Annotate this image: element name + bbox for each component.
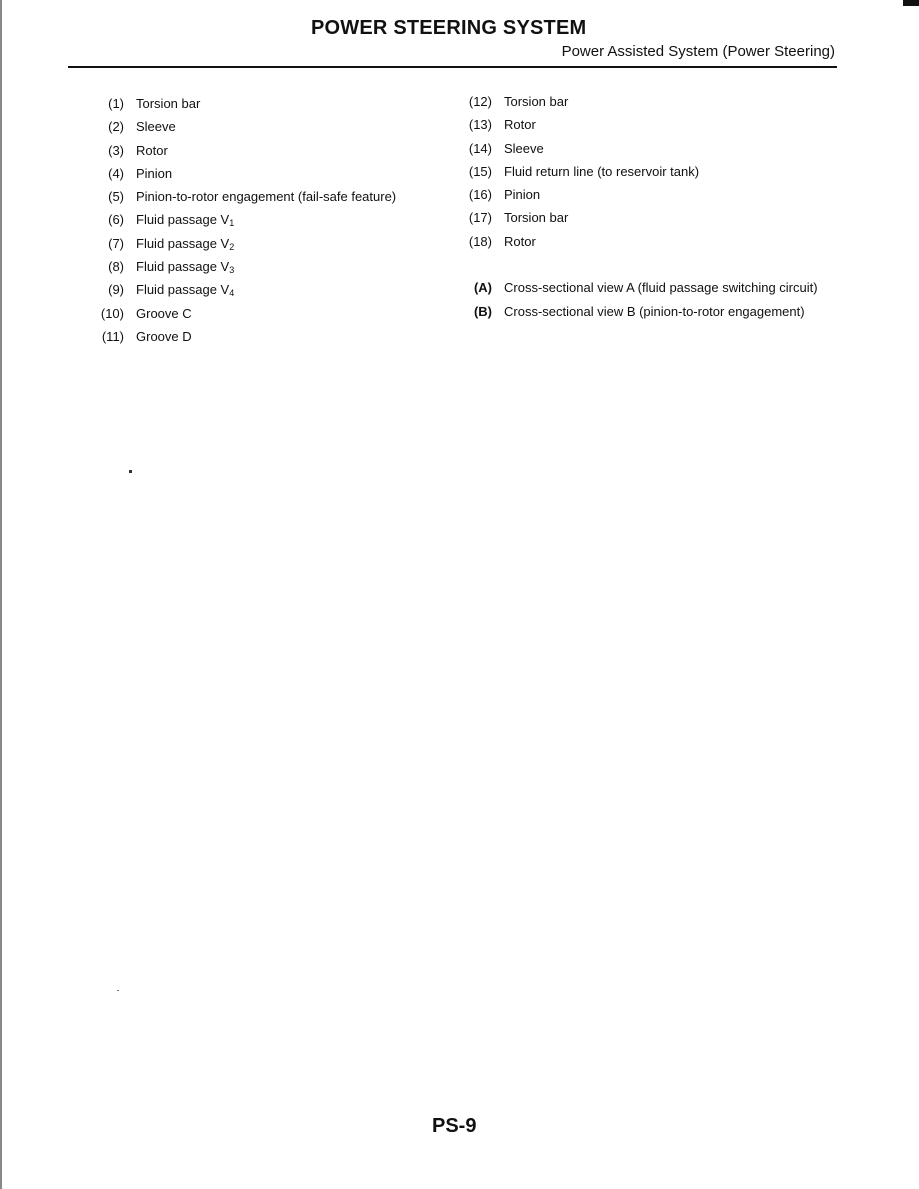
legend-label (136, 208, 234, 231)
legend-label: Torsion bar (136, 96, 201, 111)
legend-label (136, 255, 234, 278)
legend-number: (6) (108, 212, 124, 228)
legend-label-text: Fluid passage V (136, 235, 230, 251)
legend-number: (12) (468, 94, 492, 109)
legend-number: (3) (108, 142, 124, 158)
legend-number: (5) (108, 189, 124, 205)
legend-label: Rotor (504, 117, 536, 133)
view-letter: (B) (473, 303, 492, 319)
legend-label-subscript: 2 (229, 241, 235, 252)
header-rule (68, 66, 837, 68)
legend-label: Groove C (136, 305, 192, 321)
legend-label: Torsion bar (504, 94, 569, 109)
legend-label: Sleeve (504, 140, 544, 156)
view-letter: (A) (473, 280, 492, 296)
legend-number: (7) (108, 235, 124, 251)
legend-number: (10) (100, 305, 124, 321)
view-label: Cross-sectional view A (fluid passage switching circuit) (504, 280, 818, 296)
legend-number: (17) (468, 210, 492, 226)
view-label: Cross-sectional view B (pinion-to-rotor engagement) (504, 303, 805, 319)
legend-label: Sleeve (136, 119, 176, 135)
legend-number: (1) (108, 96, 124, 111)
legend-label-subscript: 1 (229, 218, 235, 229)
legend-label-text: Fluid passage V (136, 212, 230, 228)
legend-label: Pinion (504, 187, 541, 203)
legend-number: (18) (468, 233, 492, 249)
page-subtitle: Power Assisted System (Power Steering) (561, 43, 835, 60)
page-title: POWER STEERING SYSTEM (311, 17, 587, 39)
legend-label (136, 278, 234, 301)
legend-number: (9) (108, 282, 124, 298)
scan-speck (129, 470, 132, 473)
legend-label-subscript: 4 (229, 288, 235, 299)
legend-label: Fluid return line (to reservoir tank) (504, 163, 700, 179)
legend-number: (15) (468, 163, 492, 179)
legend-number: (2) (108, 119, 124, 135)
legend-number: (8) (108, 259, 124, 275)
legend-label: Pinion (136, 165, 173, 181)
legend-label-subscript: 3 (229, 265, 235, 276)
legend-label-text: Fluid passage V (136, 259, 230, 275)
legend-number: (16) (468, 187, 492, 203)
legend-label: Rotor (504, 233, 536, 249)
scan-speck (117, 990, 119, 991)
legend-number: (14) (468, 140, 492, 156)
legend-number: (11) (101, 328, 124, 344)
legend-label: Pinion-to-rotor engagement (fail-safe feature) (136, 189, 397, 205)
legend-label: Rotor (136, 142, 168, 158)
page-number: PS-9 (432, 1115, 477, 1137)
legend-label: Torsion bar (504, 210, 569, 226)
legend-number: (4) (108, 165, 124, 181)
corner-mark (903, 0, 919, 6)
legend-label: Groove D (136, 328, 192, 344)
page-edge (0, 0, 2, 1189)
legend-number: (13) (468, 117, 492, 133)
legend-label-text: Fluid passage V (136, 282, 230, 298)
legend-label (136, 232, 234, 255)
